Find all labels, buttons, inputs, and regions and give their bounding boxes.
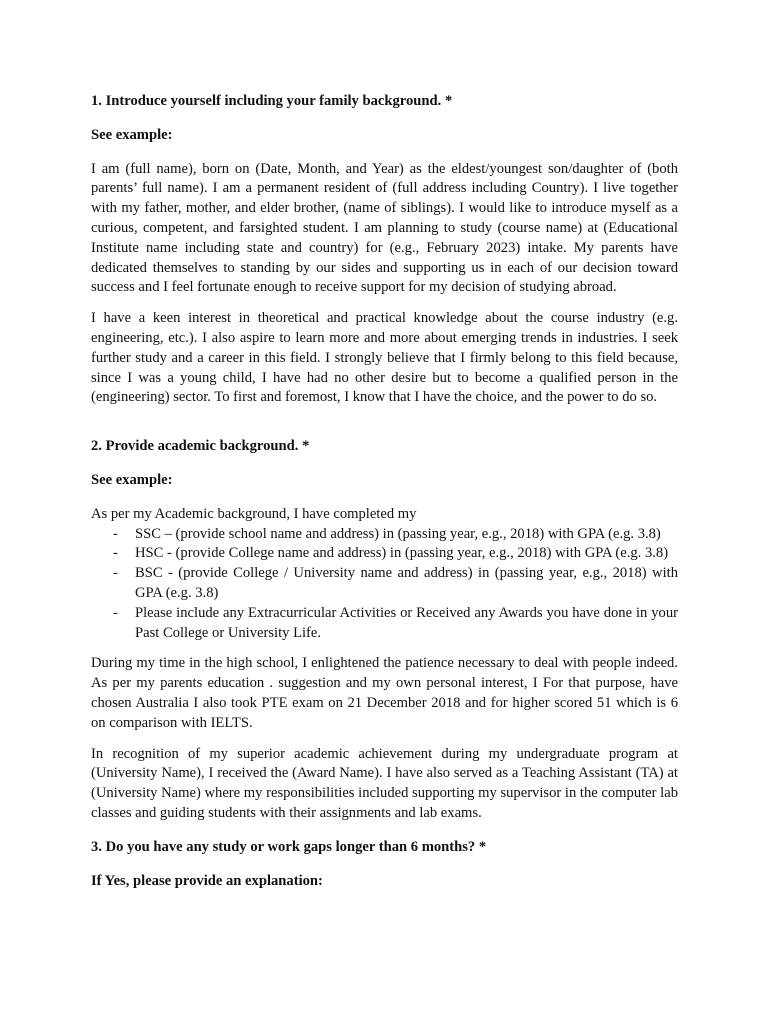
list-marker: -: [113, 604, 118, 621]
section-2-intro: As per my Academic background, I have completed my: [91, 505, 417, 522]
document-content: [91, 92, 678, 891]
list-item-text: BSC - (provide College / University name and address) in (passing year, e.g., 2018) with GPA (e.g. 3.8): [135, 565, 678, 601]
list-item-text: Please include any Extracurricular Activities or Received any Awards you have done in your Past College or University Life.: [135, 604, 678, 641]
section-1-heading: 1. Introduce yourself including your family background. *: [91, 93, 453, 109]
list-item-text: HSC - (provide College name and address) in (passing year, e.g., 2018) with GPA (e.g. 3.8): [135, 545, 669, 562]
section-1-paragraph: I have a keen interest in theoretical and practical knowledge about the course industry (e.g. engineering, etc.). I also aspire to learn more and more about emerging trends in industries. I seek further study and a career in this field. I strongly believe that I firmly belong to this field because, since I was a young child, I have had no other desire but to become a qualified person in the (engineering) sector. To first and foremost, I know that I have the choice, and the power to do so.: [91, 310, 678, 406]
section-3-subheading: If Yes, please provide an explanation:: [91, 872, 323, 889]
section-2-heading: 2. Provide academic background. *: [91, 438, 310, 455]
list-item: [91, 544, 678, 564]
list-marker: -: [113, 565, 118, 582]
academic-list: [91, 525, 678, 644]
section-1-see-example: See example:: [91, 126, 173, 143]
section-1-paragraph: I am (full name), born on (Date, Month, and Year) as the eldest/youngest son/daughter of (both parents’ full name). I am a permanent resident of (full address including Country). I live together with my father, mother, and elder brother, (name of siblings). I would like to introduce myself as a curious, competent, and farsighted student. I am planning to study (course name) at (Educational Institute name including state and country) for (e.g., February 2023) intake. My parents have dedicated themselves to standing by our sides and supporting us in each of our decision toward success and I feel fortunate enough to receive support for my decision of studying abroad.: [91, 160, 678, 296]
list-item: [91, 604, 678, 644]
list-item-text: SSC – (provide school name and address) in (passing year, e.g., 2018) with GPA (e.g. 3.8): [135, 525, 661, 542]
list-marker: -: [113, 525, 118, 542]
section-2-paragraph: In recognition of my superior academic achievement during my undergraduate program at (University Name), I received the (Award Name). I have also served as a Teaching Assistant (TA) at (University Name) where my responsibilities included supporting my supervisor in the computer lab classes and guiding students with their assignments and lab exams.: [91, 745, 678, 821]
list-marker: -: [113, 545, 118, 562]
section-2-paragraph: During my time in the high school, I enlightened the patience necessary to deal with people indeed. As per my parents education . suggestion and my own personal interest, I For that purpose, have chosen Australia I also took PTE exam on 21 December 2018 and for higher scored 51 which is 6 on comparison with IELTS.: [91, 655, 678, 731]
section-2-see-example: See example:: [91, 471, 173, 488]
list-item: [91, 564, 678, 604]
section-3-heading: 3. Do you have any study or work gaps longer than 6 months? *: [91, 838, 487, 855]
list-item: [91, 525, 678, 545]
